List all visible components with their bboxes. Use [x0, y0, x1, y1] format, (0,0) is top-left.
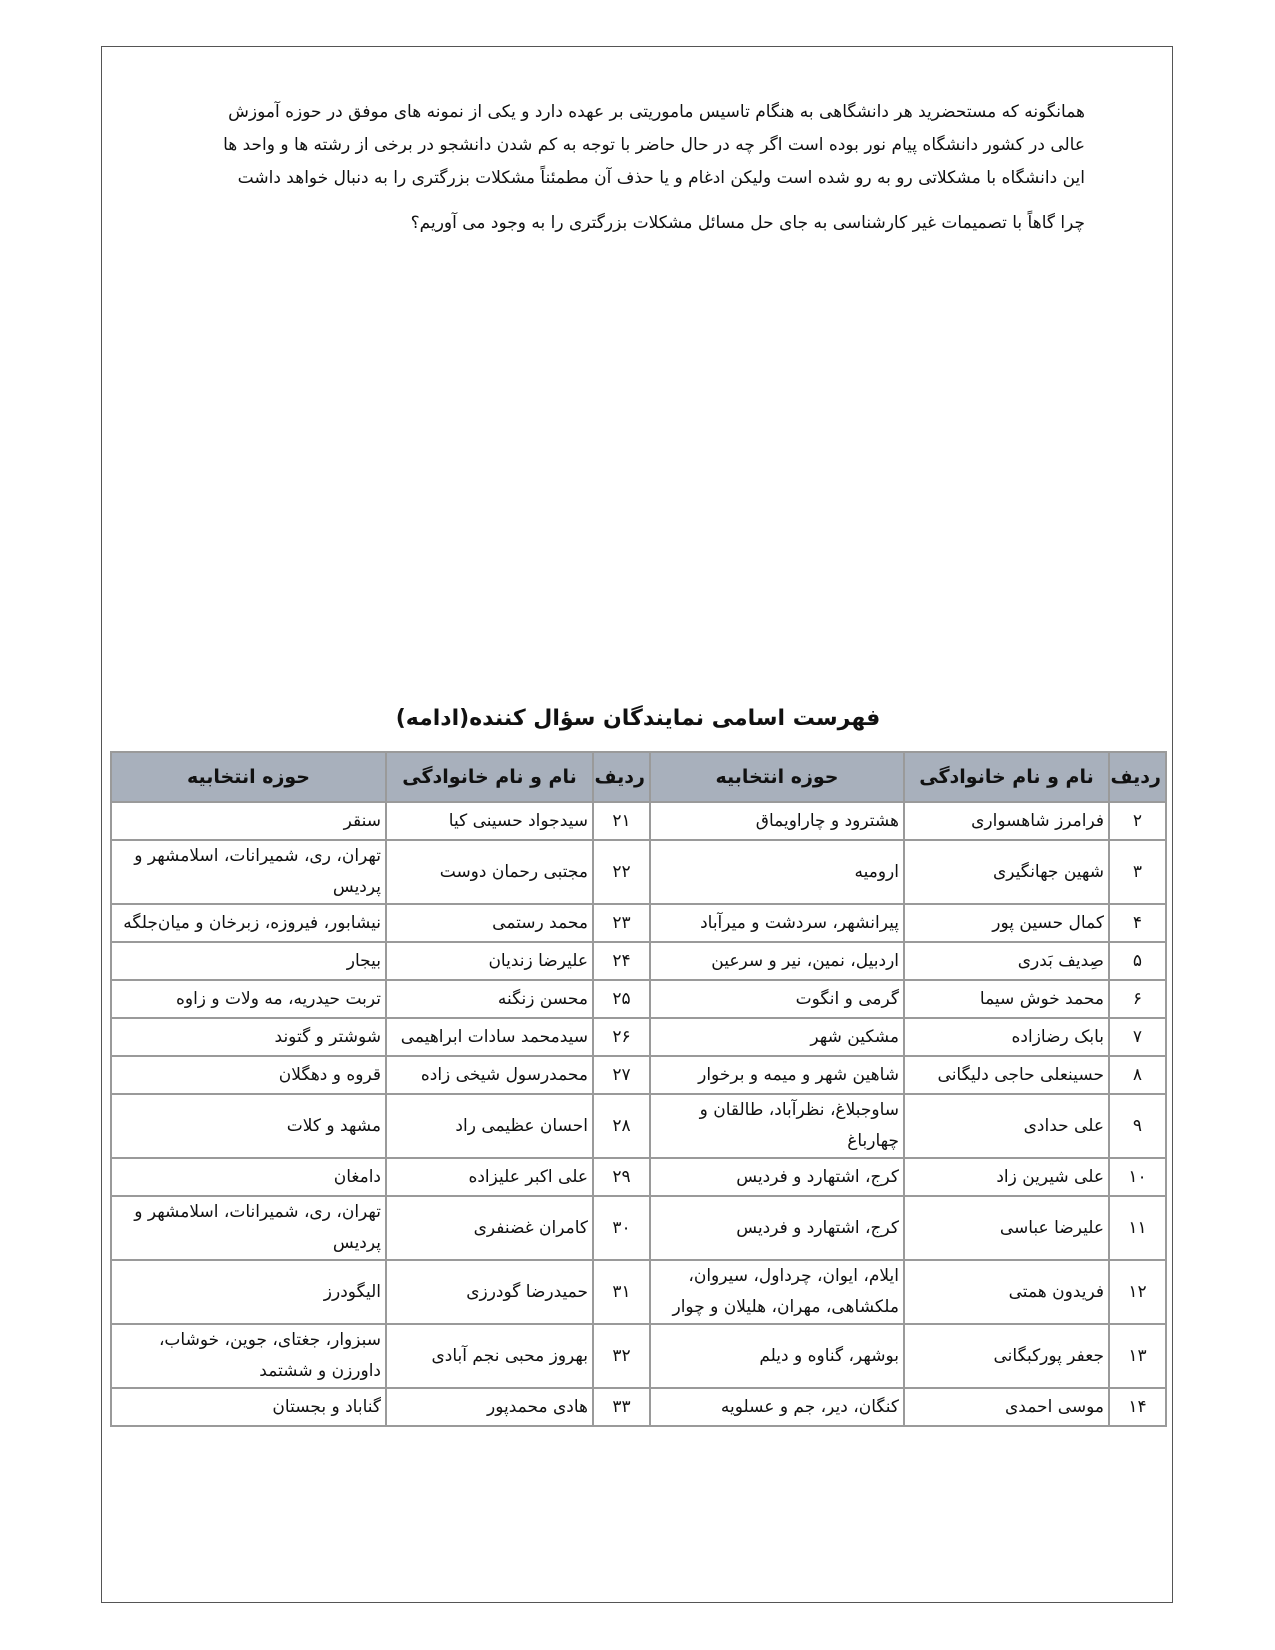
header-district: حوزه انتخابیه [650, 752, 904, 802]
electoral-district: شوشتر و گتوند [111, 1018, 386, 1056]
representative-name: محسن زنگنه [386, 980, 593, 1018]
electoral-district: مشهد و کلات [111, 1094, 386, 1158]
intro-text [215, 96, 1085, 240]
representative-name: حسینعلی حاجی دلیگانی [904, 1056, 1109, 1094]
electoral-district: نیشابور، فیروزه، زبرخان و میان‌جلگه [111, 904, 386, 942]
representative-name: احسان عظیمی راد [386, 1094, 593, 1158]
representative-name: علیرضا زندیان [386, 942, 593, 980]
electoral-district: بوشهر، گناوه و دیلم [650, 1324, 904, 1388]
representative-name: مجتبی رحمان دوست [386, 840, 593, 904]
representative-name: کامران غضنفری [386, 1196, 593, 1260]
header-name: نام و نام خانوادگی [904, 752, 1109, 802]
header-name: نام و نام خانوادگی [386, 752, 593, 802]
representative-name: علی اکبر علیزاده [386, 1158, 593, 1196]
electoral-district: کنگان، دیر، جم و عسلویه [650, 1388, 904, 1426]
electoral-district: تهران، ری، شمیرانات، اسلامشهر و پردیس [111, 840, 386, 904]
representative-name: شهین جهانگیری [904, 840, 1109, 904]
table-row [111, 1196, 1166, 1260]
table-row [111, 980, 1166, 1018]
row-number: ۵ [1109, 942, 1166, 980]
table-row [111, 840, 1166, 904]
representative-name: فریدون همتی [904, 1260, 1109, 1324]
representative-name: جعفر پورکبگانی [904, 1324, 1109, 1388]
table-row [111, 1056, 1166, 1094]
representative-name: موسی احمدی [904, 1388, 1109, 1426]
row-number: ۱۴ [1109, 1388, 1166, 1426]
representative-name: سیدمحمد سادات ابراهیمی [386, 1018, 593, 1056]
representative-name: کمال حسین پور [904, 904, 1109, 942]
header-district: حوزه انتخابیه [111, 752, 386, 802]
row-number: ۱۱ [1109, 1196, 1166, 1260]
row-number: ۲ [1109, 802, 1166, 840]
row-number: ۲۲ [593, 840, 650, 904]
electoral-district: اردبیل، نمین، نیر و سرعین [650, 942, 904, 980]
row-number: ۹ [1109, 1094, 1166, 1158]
row-number: ۱۲ [1109, 1260, 1166, 1324]
representative-name: صِدیف بَدری [904, 942, 1109, 980]
row-number: ۱۳ [1109, 1324, 1166, 1388]
electoral-district: مشکین شهر [650, 1018, 904, 1056]
representative-name: بابک رضازاده [904, 1018, 1109, 1056]
electoral-district: تربت حیدریه، مه ولات و زاوه [111, 980, 386, 1018]
representative-name: محمد رستمی [386, 904, 593, 942]
intro-paragraph-2: چرا گاهاً با تصمیمات غیر کارشناسی به جای حل مسائل مشکلات بزرگتری را به وجود می آوریم؟ [410, 213, 1085, 233]
electoral-district: کرج، اشتهارد و فردیس [650, 1158, 904, 1196]
row-number: ۲۵ [593, 980, 650, 1018]
representative-name: علی حدادی [904, 1094, 1109, 1158]
row-number: ۲۸ [593, 1094, 650, 1158]
table-title: فهرست اسامی نمایندگان سؤال کننده(ادامه) [395, 706, 881, 731]
table-row [111, 904, 1166, 942]
row-number: ۷ [1109, 1018, 1166, 1056]
electoral-district: دامغان [111, 1158, 386, 1196]
electoral-district: کرج، اشتهارد و فردیس [650, 1196, 904, 1260]
table-header-row [111, 752, 1166, 802]
row-number: ۲۹ [593, 1158, 650, 1196]
electoral-district: ساوجبلاغ، نظرآباد، طالقان و چهارباغ [650, 1094, 904, 1158]
row-number: ۳ [1109, 840, 1166, 904]
header-row-number: ردیف [1109, 752, 1166, 802]
representative-name: سیدجواد حسینی کیا [386, 802, 593, 840]
row-number: ۱۰ [1109, 1158, 1166, 1196]
table-row [111, 1324, 1166, 1388]
table-row [111, 1158, 1166, 1196]
electoral-district: پیرانشهر، سردشت و میرآباد [650, 904, 904, 942]
table-row [111, 1018, 1166, 1056]
row-number: ۳۲ [593, 1324, 650, 1388]
row-number: ۳۰ [593, 1196, 650, 1260]
row-number: ۸ [1109, 1056, 1166, 1094]
row-number: ۲۱ [593, 802, 650, 840]
table-row [111, 942, 1166, 980]
electoral-district: قروه و دهگلان [111, 1056, 386, 1094]
electoral-district: ارومیه [650, 840, 904, 904]
table-row [111, 1094, 1166, 1158]
electoral-district: سبزوار، جغتای، جوین، خوشاب، داورزن و ششتمد [111, 1324, 386, 1388]
row-number: ۴ [1109, 904, 1166, 942]
electoral-district: تهران، ری، شمیرانات، اسلامشهر و پردیس [111, 1196, 386, 1260]
row-number: ۲۳ [593, 904, 650, 942]
row-number: ۲۶ [593, 1018, 650, 1056]
electoral-district: بیجار [111, 942, 386, 980]
representative-name: فرامرز شاهسواری [904, 802, 1109, 840]
row-number: ۶ [1109, 980, 1166, 1018]
electoral-district: گرمی و انگوت [650, 980, 904, 1018]
representatives-table [110, 751, 1167, 1427]
electoral-district: شاهین شهر و میمه و برخوار [650, 1056, 904, 1094]
representative-name: محمدرسول شیخی زاده [386, 1056, 593, 1094]
representative-name: محمد خوش سیما [904, 980, 1109, 1018]
table-row [111, 802, 1166, 840]
electoral-district: ایلام، ایوان، چرداول، سیروان، ملکشاهی، مهران، هلیلان و چوار [650, 1260, 904, 1324]
representative-name: هادی محمدپور [386, 1388, 593, 1426]
table-body [111, 802, 1166, 1426]
electoral-district: الیگودرز [111, 1260, 386, 1324]
representative-name: حمیدرضا گودرزی [386, 1260, 593, 1324]
row-number: ۳۱ [593, 1260, 650, 1324]
table-row [111, 1388, 1166, 1426]
row-number: ۲۷ [593, 1056, 650, 1094]
representative-name: علیرضا عباسی [904, 1196, 1109, 1260]
table-row [111, 1260, 1166, 1324]
representative-name: علی شیرین زاد [904, 1158, 1109, 1196]
row-number: ۲۴ [593, 942, 650, 980]
electoral-district: گناباد و بجستان [111, 1388, 386, 1426]
electoral-district: سنقر [111, 802, 386, 840]
intro-paragraph-1: همانگونه که مستحضرید هر دانشگاهی به هنگام تاسیس ماموریتی بر عهده دارد و یکی از نمونه های موفق در حوزه آموزش عالی در کشور دانشگاه پیام نور بوده است اگر چه در حال حاضر با توجه به کم شدن دانشجو در برخی از رشته ها و واحد ها این دانشگاه با مشکلاتی رو به رو شده است ولیکن ادغام و یا حذف آن مطمئناً مشکلات بزرگتری را به دنبال خواهد داشت [223, 102, 1085, 188]
row-number: ۳۳ [593, 1388, 650, 1426]
electoral-district: هشترود و چاراویماق [650, 802, 904, 840]
representative-name: بهروز محبی نجم آبادی [386, 1324, 593, 1388]
header-row-number: ردیف [593, 752, 650, 802]
